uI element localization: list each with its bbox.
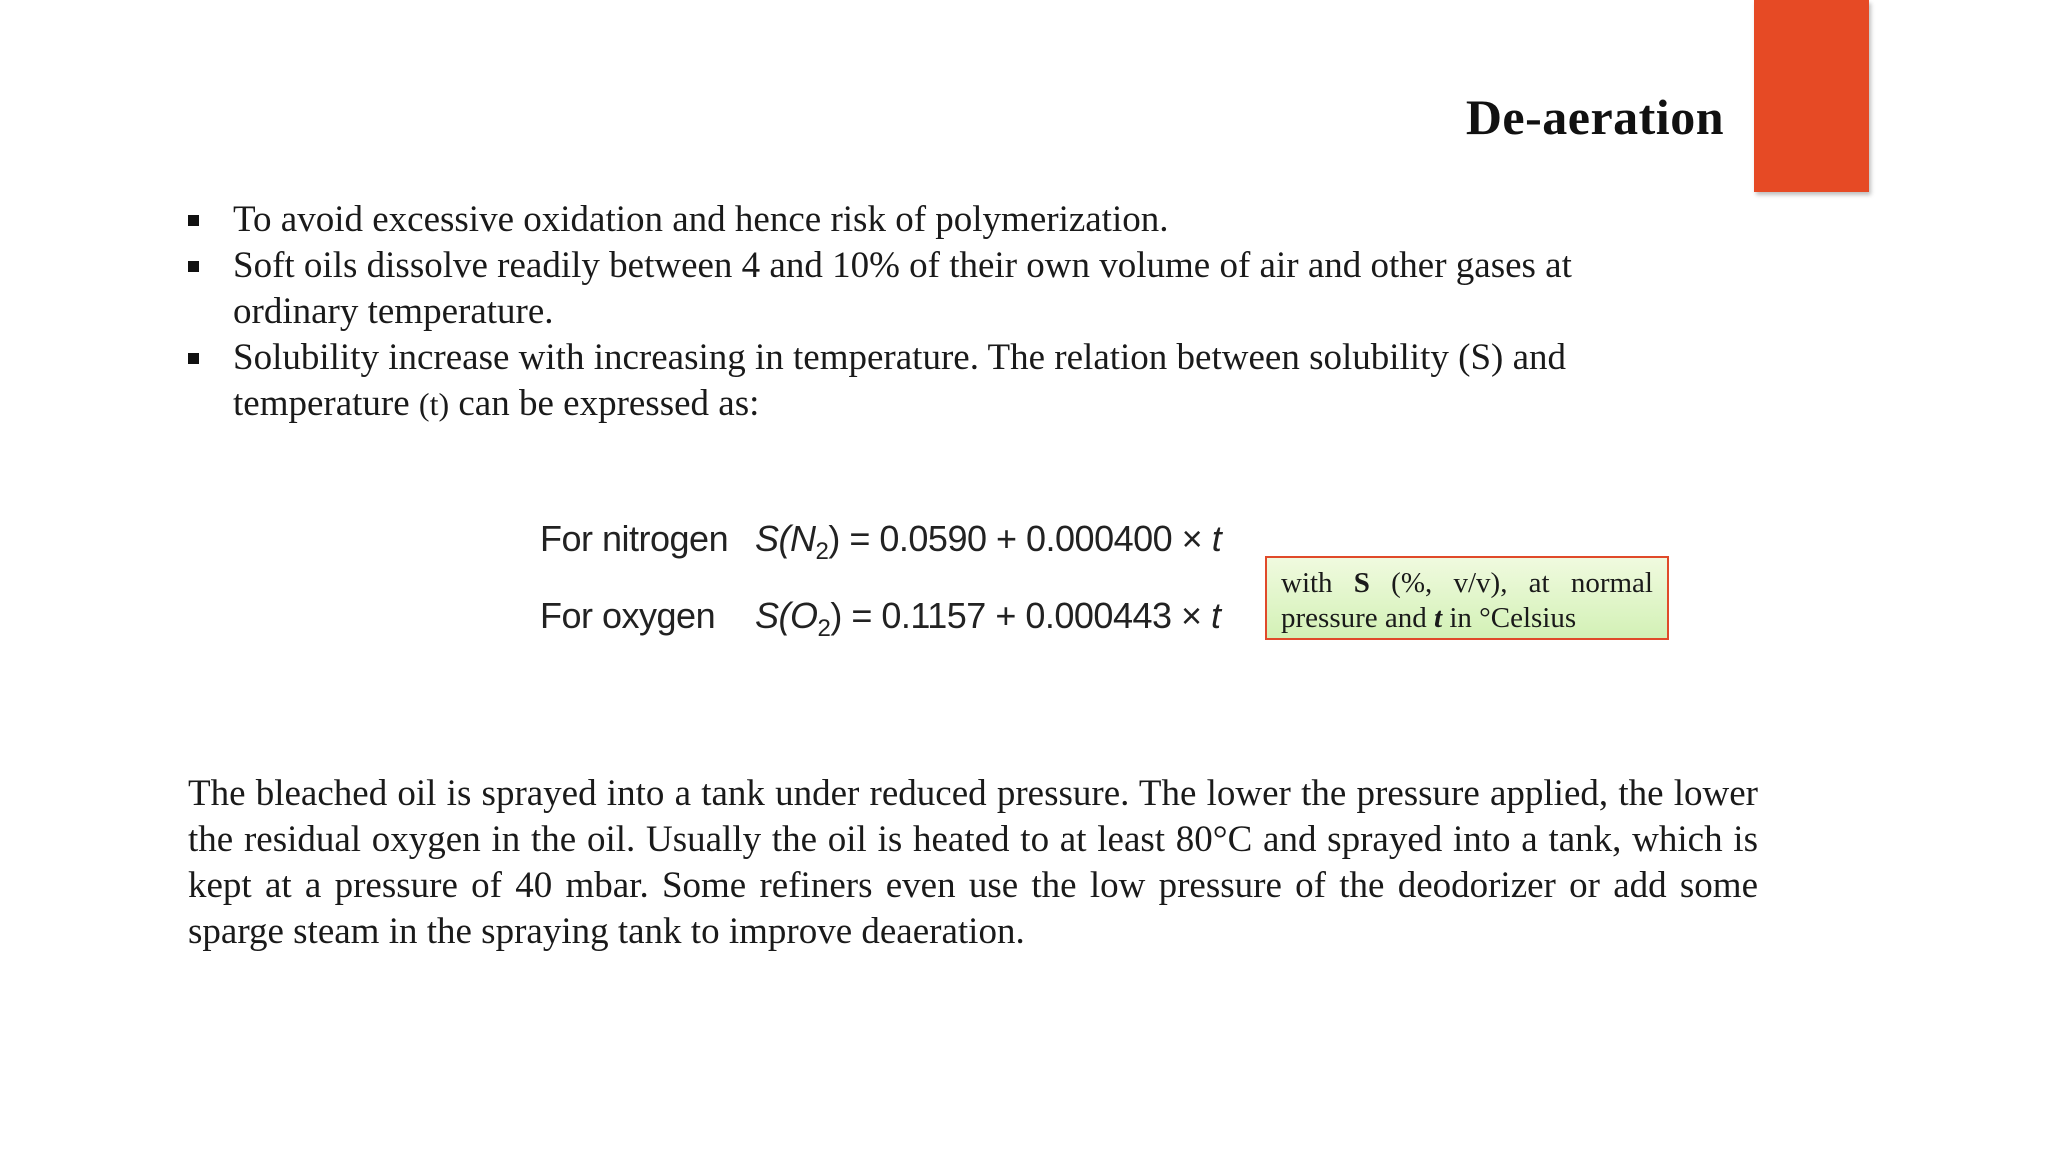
- bullet-list: [188, 197, 1608, 427]
- slide-title: De-aeration: [1465, 89, 1724, 145]
- bullet-item: [188, 243, 1608, 335]
- units-note: with S (%, v/v), at normal pressure and t in °Celsius: [1265, 556, 1669, 640]
- bullet-item: [188, 197, 1608, 243]
- bullet-text: can be expressed as:: [449, 383, 760, 424]
- bullet-text-t: (t): [418, 386, 450, 422]
- bullet-text: Soft oils dissolve readily between 4 and 10% of their own volume of air and other gases at ordinary temperature.: [233, 245, 1572, 332]
- equation-label: For oxygen: [540, 595, 716, 636]
- equation-block: [540, 518, 1221, 672]
- equation-oxygen: [540, 595, 1221, 672]
- equation-nitrogen: [540, 518, 1221, 595]
- square-bullet-icon: [188, 215, 199, 226]
- equation-label: For nitrogen: [540, 518, 729, 559]
- square-bullet-icon: [188, 261, 199, 272]
- accent-bar: [1754, 0, 1869, 192]
- equation-expression: $S(N_2) = 0.0590 + 0.000400 \times t$: [755, 518, 1222, 566]
- equation-expression: $S(O_2) = 0.1157 + 0.000443 \times t$: [755, 595, 1221, 643]
- bullet-item: [188, 335, 1608, 427]
- square-bullet-icon: [188, 353, 199, 364]
- body-paragraph: The bleached oil is sprayed into a tank under reduced pressure. The lower the pressure applied, the lower the residual oxygen in the oil. Usually the oil is heated to at least 80°C and sprayed into a tank, which is kept at a pressure of 40 mbar. Some refiners even use the low pressure of the deodorizer or add some sparge steam in the spraying tank to improve deaeration.: [188, 773, 1758, 952]
- bullet-text: To avoid excessive oxidation and hence risk of polymerization.: [233, 199, 1169, 240]
- bullet-text: Solubility increase with increasing in temperature. The relation between solubility (S) and temperature: [233, 337, 1567, 424]
